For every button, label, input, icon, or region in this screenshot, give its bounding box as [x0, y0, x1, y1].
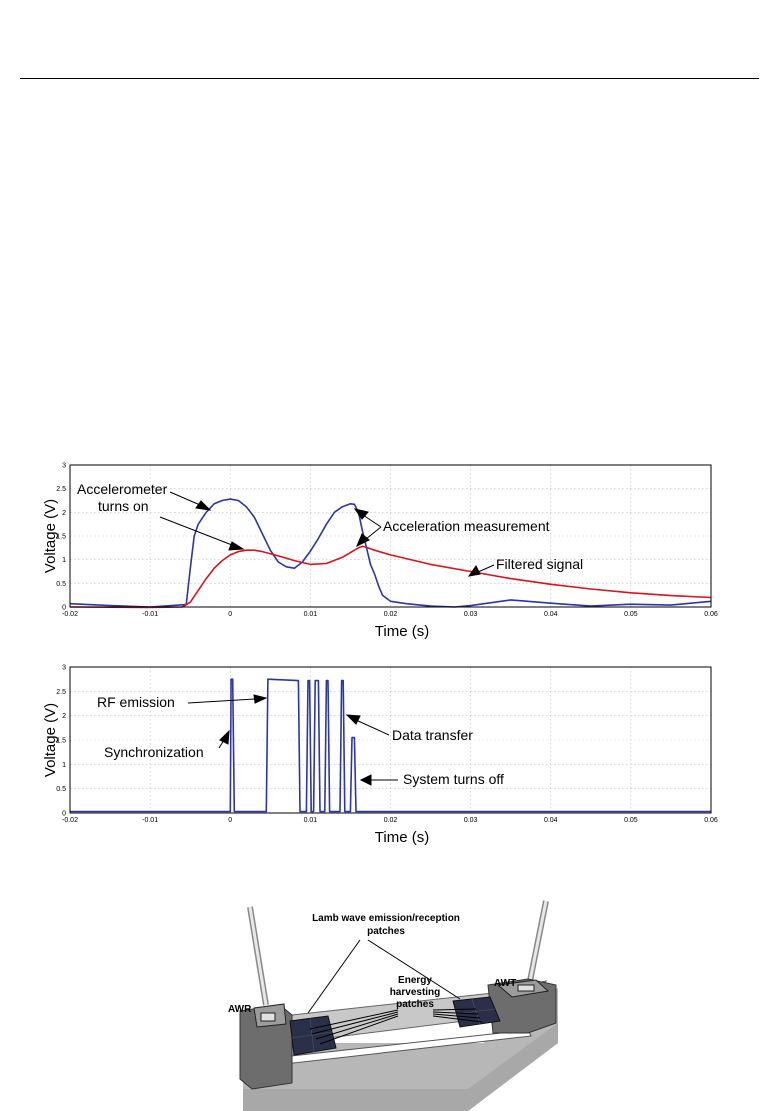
c1-xtick-label: 0.05 [624, 611, 638, 618]
c1-ytick-label: 2.5 [56, 486, 66, 494]
chart1-ylabel: Voltage (V) [42, 498, 59, 574]
c2-ytick-label: 1.5 [56, 737, 66, 745]
c2-xtick-label: -0.01 [142, 817, 159, 824]
c2-ytick-label: 0 [62, 810, 66, 818]
energy-label-line3: patches [396, 999, 434, 1010]
c2-xtick-label: -0.02 [62, 817, 78, 824]
c1-ytick-label: 0 [62, 604, 66, 612]
c2-xtick-label: 0.03 [463, 817, 478, 824]
c1-ytick-label: 3 [62, 462, 66, 470]
c2-xtick-label: 0.05 [624, 817, 638, 824]
awr-label: AWR [228, 1004, 252, 1015]
chart-rf-emission [0, 660, 779, 850]
annotation-filtered-signal: Filtered signal [496, 556, 584, 572]
c2-xtick-label: 0.01 [303, 817, 318, 824]
c1-xtick-label: 0.01 [303, 611, 318, 618]
c2-xtick-label: 0 [228, 817, 233, 824]
chart2-ylabel: Voltage (V) [42, 702, 59, 778]
annotation-data-transfer: Data transfer [392, 727, 473, 743]
c1-xtick-label: 0 [228, 611, 233, 618]
header-rule [20, 78, 759, 79]
c2-ytick-label: 0.5 [56, 786, 66, 794]
energy-label-line1: Energy [398, 975, 432, 986]
chart1-xlabel: Time (s) [374, 623, 430, 640]
c2-xtick-label: 0.02 [383, 817, 398, 824]
c2-xtick-label: 0.04 [543, 817, 558, 824]
annotation-acceleration-measurement: Acceleration measurement [383, 518, 550, 534]
c1-xtick-label: 0.03 [463, 611, 478, 618]
awt-label: AWT [494, 978, 517, 989]
annotation-rf-emission: RF emission [97, 694, 175, 710]
c1-ytick-label: 1.5 [56, 533, 66, 541]
c1-ytick-label: 2 [62, 509, 66, 517]
annotation-accelerometer: Accelerometer [77, 481, 168, 497]
c1-xtick-label: 0.06 [704, 611, 718, 618]
c1-xtick-label: -0.01 [142, 611, 159, 618]
c2-ytick-label: 3 [62, 664, 66, 672]
c2-xtick-label: 0.06 [704, 817, 718, 824]
c1-xtick-label: 0.02 [383, 611, 398, 618]
c1-ytick-label: 1 [62, 557, 66, 565]
c2-ytick-label: 2 [62, 713, 66, 721]
c1-ytick-label: 0.5 [56, 580, 66, 588]
c2-ytick-label: 2.5 [56, 688, 66, 696]
figure-title-line2: patches [367, 926, 405, 937]
right-module-chip [518, 985, 534, 991]
annotation-synchronization: Synchronization [104, 744, 204, 760]
device-figure [228, 893, 558, 1111]
chart2-grid [70, 667, 711, 813]
antenna-left [250, 907, 266, 1005]
chart-acceleration [0, 455, 779, 645]
annotation-system-turns-off: System turns off [403, 771, 504, 787]
c1-xtick-label: 0.04 [543, 611, 558, 618]
chart2-xlabel: Time (s) [374, 829, 430, 846]
energy-label-line2: harvesting [389, 987, 441, 998]
c1-xtick-label: -0.02 [62, 611, 78, 618]
c2-ytick-label: 1 [62, 761, 66, 769]
annotation-turns-on: turns on [98, 498, 149, 514]
antenna-right [528, 901, 546, 991]
figure-title-line1: Lamb wave emission/reception [312, 913, 460, 924]
left-module-chip [261, 1013, 275, 1021]
